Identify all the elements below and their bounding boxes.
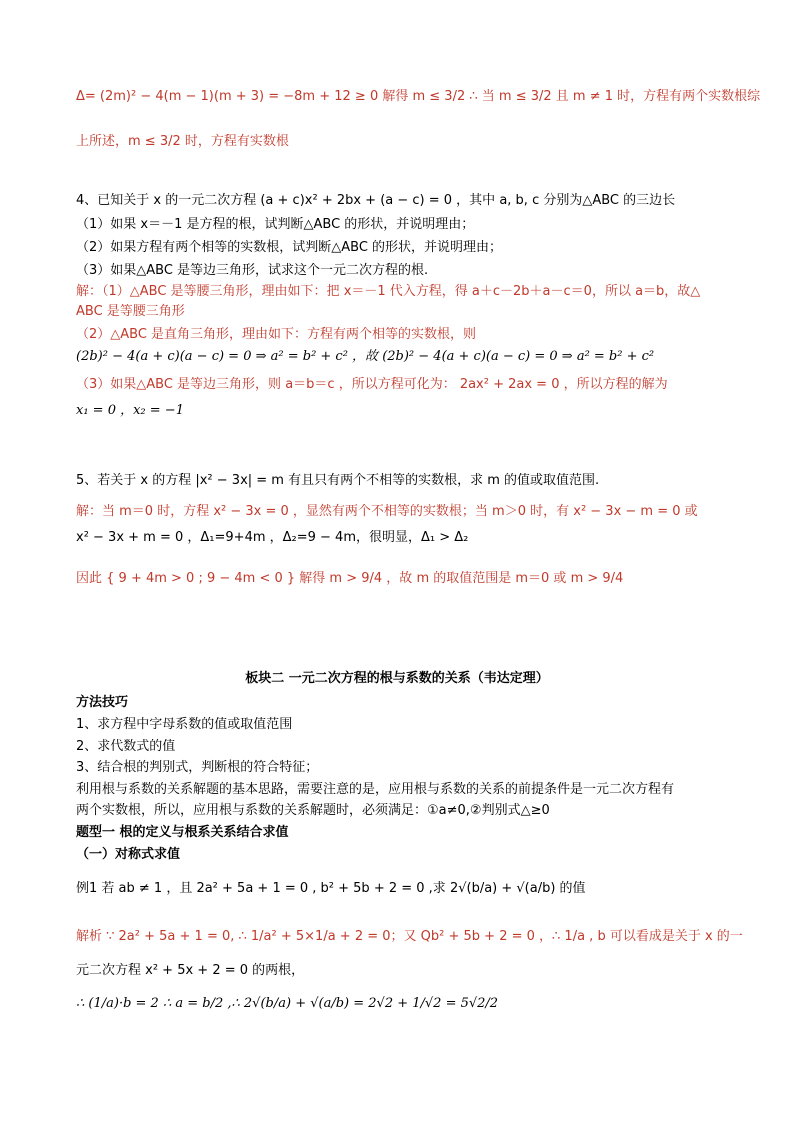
method-item-1: 1、求方程中字母系数的值或取值范围 bbox=[76, 717, 293, 732]
summary-line: 上所述，m ≤ 3/2 时，方程有实数根 bbox=[76, 134, 289, 149]
section2-title: 板块二 一元二次方程的根与系数的关系（韦达定理） bbox=[245, 671, 549, 686]
example1-solution-line3: ∴ (1/a)·b = 2 ∴ a = b/2 ,∴ 2√(b/a) + √(a/b) = 2√2 + 1/√2 = 5√2/2 bbox=[76, 996, 499, 1011]
q4-answer3-line1: （3）如果△ABC 是等边三角形，则 a＝b＝c ，所以方程可化为： 2ax² + 2ax = 0 ，所以方程的解为 bbox=[76, 377, 668, 392]
q5-answer-line3: 因此 { 9 + 4m > 0 ; 9 − 4m < 0 } 解得 m > 9/4 ，故 m 的取值范围是 m＝0 或 m > 9/4 bbox=[76, 571, 624, 586]
method-paragraph-line2: 两个实数根，所以，应用根与系数的关系解题时，必须满足：①a≠0,②判别式△≥0 bbox=[76, 803, 550, 818]
method-heading: 方法技巧 bbox=[76, 695, 129, 710]
q4-sub2: （2）如果方程有两个相等的实数根，试判断△ABC 的形状，并说明理由； bbox=[76, 240, 503, 255]
type1-heading: 题型一 根的定义与根系关系结合求值 bbox=[76, 825, 289, 840]
q4-answer2-formula: (2b)² − 4(a + c)(a − c) = 0 ⇒ a² = b² + c² ，故 (2b)² − 4(a + c)(a − c) = 0 ⇒ a² = b² + c² bbox=[76, 349, 655, 364]
q4-stem: 4、已知关于 x 的一元二次方程 (a + c)x² + 2bx + (a − c) = 0 ，其中 a, b, c 分别为△ABC 的三边长 bbox=[76, 193, 676, 208]
q4-answer1-line1: 解：（1）△ABC 是等腰三角形，理由如下：把 x＝－1 代入方程，得 a＋c－2b＋a－c＝0，所以 a＝b，故△ bbox=[76, 284, 701, 299]
method-item-3: 3、结合根的判别式，判断根的符合特征； bbox=[76, 760, 319, 775]
q5-answer-line1: 解：当 m＝0 时，方程 x² − 3x = 0 ，显然有两个不相等的实数根；当 m＞0 时，有 x² − 3x − m = 0 或 bbox=[76, 504, 698, 519]
symmetric-subheading: （一）对称式求值 bbox=[76, 847, 181, 862]
q4-sub1: （1）如果 x＝－1 是方程的根，试判断△ABC 的形状，并说明理由； bbox=[76, 217, 475, 232]
q4-answer3-roots: x₁ = 0 ，x₂ = −1 bbox=[76, 403, 184, 418]
example1-solution-line1: 解析 ∵ 2a² + 5a + 1 = 0, ∴ 1/a² + 5×1/a + 2 = 0；又 Qb² + 5b + 2 = 0 ，∴ 1/a , b 可以看成是关于 x 的一 bbox=[76, 929, 743, 944]
q5-answer-line2: x² − 3x + m = 0 ，Δ₁=9+4m ，Δ₂=9 − 4m，很明显，Δ₁ > Δ₂ bbox=[76, 530, 469, 545]
example1-solution-line2: 元二次方程 x² + 5x + 2 = 0 的两根， bbox=[76, 963, 305, 978]
delta-derivation-line: Δ= (2m)² − 4(m − 1)(m + 3) = −8m + 12 ≥ 0 解得 m ≤ 3/2 ∴ 当 m ≤ 3/2 且 m ≠ 1 时，方程有两个实数根综 bbox=[76, 89, 761, 104]
q4-answer1-line2: ABC 是等腰三角形 bbox=[76, 304, 185, 319]
method-item-2: 2、求代数式的值 bbox=[76, 739, 176, 754]
method-paragraph-line1: 利用根与系数的关系解题的基本思路，需要注意的是，应用根与系数的关系的前提条件是一元二次方程有 bbox=[76, 782, 675, 797]
q4-sub3: （3）如果△ABC 是等边三角形，试求这个一元二次方程的根. bbox=[76, 263, 429, 278]
q4-answer2-line1: （2）△ABC 是直角三角形，理由如下：方程有两个相等的实数根，则 bbox=[76, 327, 477, 342]
q5-stem: 5、若关于 x 的方程 |x² − 3x| = m 有且只有两个不相等的实数根，求 m 的值或取值范围. bbox=[76, 473, 600, 488]
example1-statement: 例1 若 ab ≠ 1 ，且 2a² + 5a + 1 = 0 , b² + 5b + 2 = 0 ,求 2√(b/a) + √(a/b) 的值 bbox=[76, 881, 586, 896]
